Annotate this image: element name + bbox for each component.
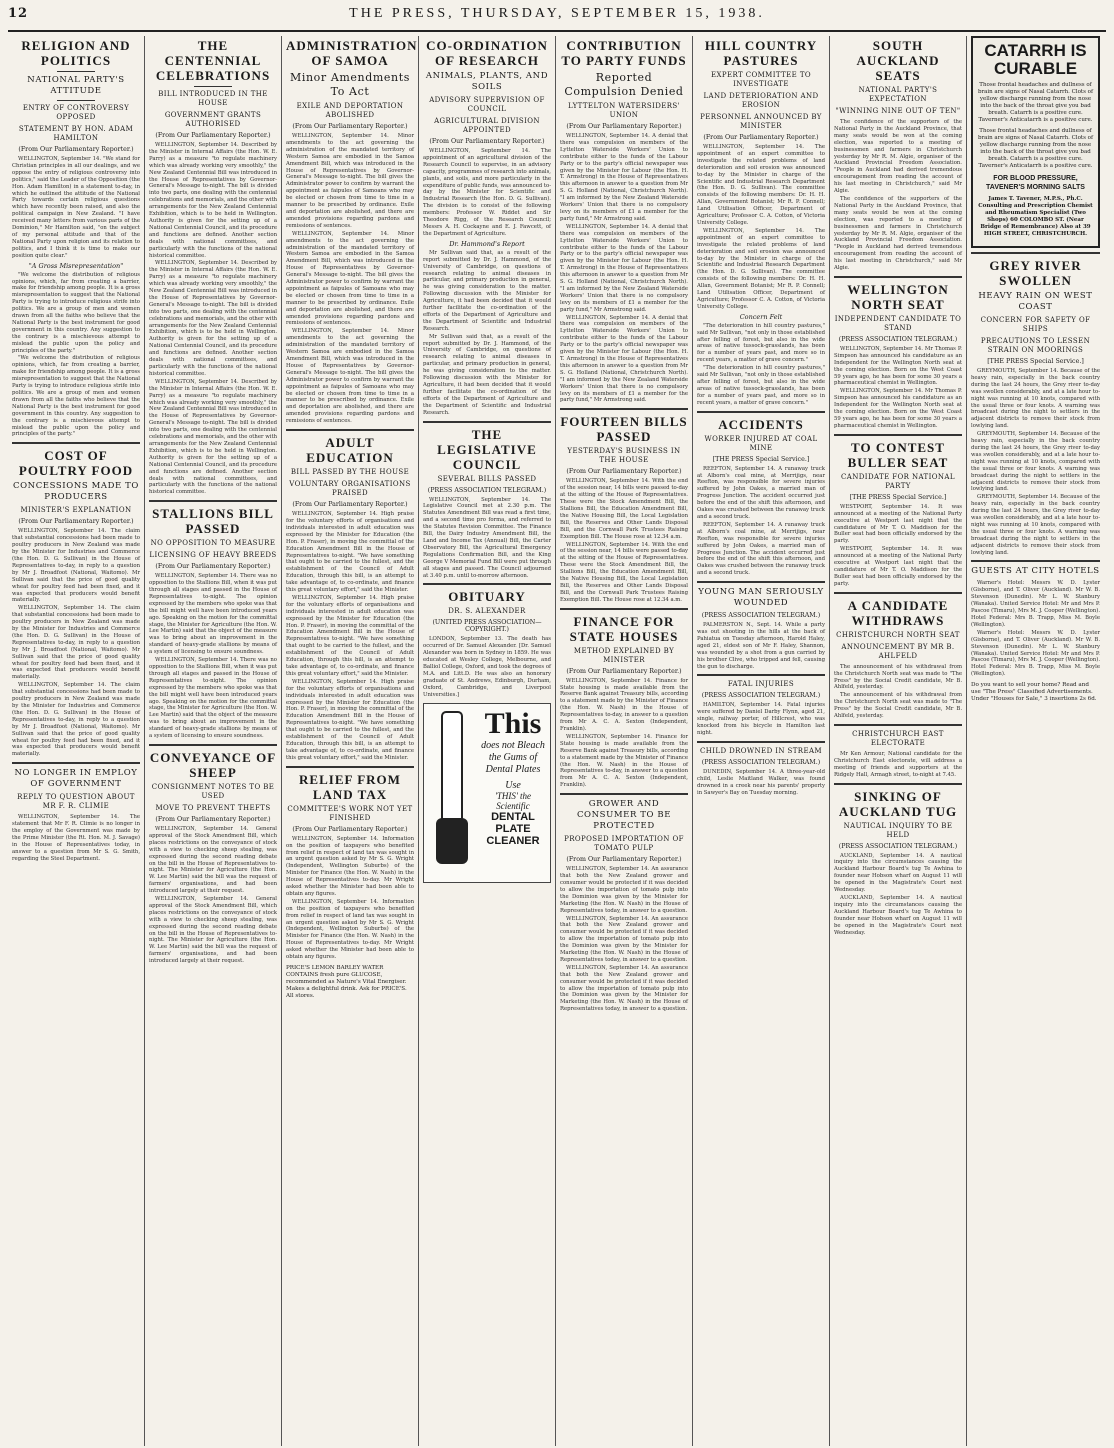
article-body: "We welcome the distribution of religious opinions, which, far from creating a barrier, make for friendship among people. It is a gross misrepresentation to suggest that the National Party is trying to introduce religious strife into politics. We are a group of men and women drawn from all the faiths who believe that the National Party is the best instrument for good government in this country. Any suggestion to the contrary is a mischievous attempt to mislead the public upon the policy and principles of the party." "We welcome the distribution of religious opinions, which, far from creating a barrier, make for friendship among people. It is a gross misrepresentation to suggest that the National Party is trying to introduce religious strife into politics. We are a group of men and women drawn from all the faiths who believe that the National Party is the best instrument for good government in this country. Any suggestion to the contrary is a mischievous attempt to mislead the public upon the policy and principles of the party." [12, 271, 140, 438]
masthead-title: THE PRESS, THURSDAY, SEPTEMBER 15, 1938. [349, 6, 765, 21]
article-deck: "WINNING NINE OUT OF TEN" [835, 107, 961, 115]
article-headline: ADMINISTRATION OF SAMOA [286, 38, 418, 68]
article-deck: LICENSING OF HEAVY BREEDS [149, 551, 277, 560]
divider [560, 608, 688, 610]
article-headline: FINANCE FOR STATE HOUSES [569, 613, 679, 644]
byline: [THE PRESS Special Service.] [849, 493, 947, 501]
ad-product-name: DENTAL PLATE CLEANER [486, 810, 540, 847]
article-deck: MINISTER'S EXPLANATION [20, 506, 132, 515]
article-deck: ANNOUNCEMENT BY MR B. AHLFELD [841, 642, 955, 660]
article-headline: THE LEGISLATIVE COUNCIL [437, 426, 537, 472]
article-subhead: PROPOSED IMPORTATION OF TOMATO PULP [564, 835, 684, 853]
article-headline: ACCIDENTS [718, 416, 804, 432]
article-subhead: BILL PASSED BY THE HOUSE [290, 468, 410, 477]
ad-signature: James T. Tavener, M.P.S., Ph.C. Consulting and Prescription Chemist and Rheumatism Specialist (Two Shops) 60 COLOMBO ST. (Near Bridge of Remembrance) Also at 39 HIGH STREET, CHRISTCHURCH. [978, 196, 1093, 237]
byline: (PRESS ASSOCIATION TELEGRAM.) [838, 842, 958, 850]
article-subhead: NATIONAL PARTY'S ATTITUDE [27, 75, 125, 96]
article-headline: A CANDIDATE WITHDRAWS [847, 597, 949, 628]
article-deck: VOLUNTARY ORGANISATIONS PRAISED [289, 480, 411, 498]
article-headline: GUESTS AT CITY HOTELS [971, 566, 1100, 577]
section-heading: "A Gross Misrepresentation" [28, 261, 124, 270]
article-deck: LYTTELTON WATERSIDERS' UNION [568, 102, 680, 119]
article-deck: MOVE TO PREVENT THEFTS [155, 803, 271, 812]
ad-use: Use [505, 779, 521, 791]
article-headline: GREY RIVER SWOLLEN [989, 258, 1082, 288]
article-headline: THE CENTENNIAL CELEBRATIONS [155, 38, 271, 83]
article-body: WELLINGTON, September 14. With the end of the session near, 14 bills were passed to-day at the sitting of the House of Representatives. These were the Stock Amendment Bill, the Stallions Bill, the Education Amendment Bill, the Native Housing Bill, the Local Legislation Bill, the Reserves and Other Lands Disposal Bill, and the Cornwall Park Trustees Raising Exemption Bill. The House rose at 12.34 a.m. WELLINGTON, September 14. With the end of the session near, 14 bills were passed to-day at the sitting of the House of Representatives. These were the Stock Amendment Bill, the Stallions Bill, the Education Amendment Bill, the Native Housing Bill, the Local Legislation Bill, the Reserves and Other Lands Disposal Bill, and the Cornwall Park Trustees Raising Exemption Bill. The House rose at 12.34 a.m. [560, 478, 688, 603]
article-subhead: EXPERT COMMITTEE TO INVESTIGATE [710, 71, 812, 88]
ad-product: FOR BLOOD PRESSURE, TAVENER'S MORNING SALTS [986, 175, 1085, 191]
byline: (From Our Parliamentary Reporter.) [566, 856, 682, 864]
divider [423, 583, 551, 585]
article-body: LONDON, September 13. The death has occurred of Dr. Samuel Alexander. [Dr. Samuel Alexander was born in Sydney in 1859. He was educated at Wesley College, Melbourne, and Balliol College, Oxford, and took the degrees of M.A. and Litt.D. He was also an honorary graduate of St. Andrews, Edinburgh, Durham, Oxford, Cambridge, and Liverpool Universities.] [423, 636, 551, 698]
article-subhead: CANDIDATE FOR NATIONAL PARTY [841, 472, 955, 490]
divider [149, 744, 277, 746]
article-body: WELLINGTON, September 14. Minor amendments to the act governing the administration of the mandated territory of Western Samoa are embodied in the Samoa Amendment Bill, which was introduced in the House of Representatives by Governor-General's Message to-night. The bill gives the Administrator power to confirm by warrant the appointment as faipules of Samoans who may be elected or chosen from time to time in a manner to be prescribed by ordinance. Exile and deportation are abolished, and there are amended provisions regarding pardons and remissions of sentences. WELLINGTON, September 14. Minor amendments to the act governing the administration of the mandated territory of Western Samoa are embodied in the Samoa Amendment Bill, which was introduced in the House of Representatives by Governor-General's Message to-night. The bill gives the Administrator power to confirm by warrant the appointment as faipules of Samoans who may be elected or chosen from time to time in a manner to be prescribed by ordinance. Exile and deportation are abolished, and there are amended provisions regarding pardons and remissions of sentences. WELLINGTON, September 14. Minor amendments to the act governing the administration of the mandated territory of Western Samoa are embodied in the Samoa Amendment Bill, which was introduced in the House of Representatives by Governor-General's Message to-night. The bill gives the Administrator power to confirm by warrant the appointment as faipules of Samoans who may be elected or chosen from time to time in a manner to be prescribed by ordinance. Exile and deportation are abolished, and there are amended provisions regarding pardons and remissions of sentences. [286, 133, 414, 425]
article-deck: CONCERN FOR SAFETY OF SHIPS [980, 316, 1091, 333]
ad-body: Those frontal headaches and dullness of brain are signs of Nasal Catarrh. Clots of yellow discharge running from the nose into the back of the throat give you bad breath. Catarrh is a positive cure. Taverner's Anticatarrh is a positive cure. [977, 82, 1094, 123]
divider [560, 793, 688, 795]
masthead [8, 6, 1106, 32]
article-subhead: NO OPPOSITION TO MEASURE [150, 539, 276, 548]
divider [12, 762, 140, 764]
byline: (From Our Parliamentary Reporter.) [292, 825, 408, 833]
divider [12, 442, 140, 444]
article-body: WELLINGTON, September 14. Finance for State housing is made available from the Reserve Bank against Treasury bills, according to a statement made by the Minister of Finance (the Hon. W. Nash) in the House of Representatives to-day, in answer to a question from Mr A. C. A. Sexton (Independent, Franklin). WELLINGTON, September 14. Finance for State housing is made available from the Reserve Bank against Treasury bills, according to a statement made by the Minister of Finance (the Hon. W. Nash) in the House of Representatives to-day, in answer to a question from Mr A. C. A. Sexton (Independent, Franklin). [560, 677, 689, 789]
article-subhead: Minor Amendments To Act [290, 71, 410, 98]
article-headline: CONVEYANCE OF SHEEP [149, 749, 277, 780]
article-headline: CHRISTCHURCH EAST ELECTORATE [852, 729, 944, 747]
divider [697, 674, 825, 676]
article-body: WESTPORT, September 14. It was announced at a meeting of the National Party executive at Westport last night that the candidature of Mr T. O. Maddison for the Buller seat had been officially endorsed by the party. WESTPORT, September 14. It was announced at a meeting of the National Party executive at Westport last night that the candidature of Mr T. O. Maddison for the Buller seat had been officially endorsed by the party. [834, 503, 962, 587]
divider [834, 434, 962, 436]
divider [286, 766, 414, 768]
article-body: HAMILTON, September 14. Fatal injuries were suffered by Daniel Darby Flynn, aged 21, single, railway porter, of Hillcrest, who was knocked from his bicycle in Hamilton last night. [697, 702, 825, 737]
article-deck: GOVERNMENT GRANTS AUTHORISED [164, 111, 262, 128]
article-subhead: CONCESSIONS MADE TO PRODUCERS [12, 481, 139, 503]
article-body: WELLINGTON, September 14. The appointment of an expert committee to investigate the related problems of land deterioration and soil erosion was announced to-day by the Minister in charge of the Scientific and Industrial Research Department (the Hon. D. G. Sullivan). The committee consists of the following members: Dr. H. H. Allan, Government Botanist; Mr R. P. Connell; Land Utilisation Officer, Department of Agriculture; Professor C. A. Cotton, of Victoria University College. WELLINGTON, September 14. The appointment of an expert committee to investigate the related problems of land deterioration and soil erosion was announced to-day by the Minister in charge of the Scientific and Industrial Research Department (the Hon. D. G. Sullivan). The committee consists of the following members: Dr. H. H. Allan, Government Botanist; Mr R. P. Connell; Land Utilisation Officer, Department of Agriculture; Professor C. A. Cotton, of Victoria University College. [697, 144, 825, 310]
article-headline: STALLIONS BILL PASSED [152, 506, 274, 537]
article-body: GREYMOUTH, September 14. Because of the heavy rain, especially in the back country during the last 24 hours, the Grey river to-day was swollen considerably, and at a late hour to-night was running at 10 knots, compared with the usual three or four knots. A warning was broadcast during the night to settlers in the adjacent districts to remove their stock from lowlying land. GREYMOUTH, September 14. Because of the heavy rain, especially in the back country during the last 24 hours, the Grey river to-day was swollen considerably, and at a late hour to-night was running at 10 knots, compared with the usual three or four knots. A warning was broadcast during the night to settlers in the adjacent districts to remove their stock from lowlying land. GREYMOUTH, September 14. Because of the heavy rain, especially in the back country during the last 24 hours, the Grey river to-day was swollen considerably, and at a late hour to-night was running at 10 knots, compared with the usual three or four knots. A warning was broadcast during the night to settlers in the adjacent districts to remove their stock from lowlying land. [971, 368, 1100, 556]
divider [57, 71, 95, 72]
byline: (PRESS ASSOCIATION TELEGRAM.) [838, 335, 958, 343]
article-body: WELLINGTON, September 14. The statement that Mr F. R. Climie is no longer in the employ of the Government was made by the Prime Minister (the Rt. Hon. M. J. Savage) in the House of Representatives today, in answer to a question from Mr S. G. Smith, regarding the Steel Department. [12, 814, 140, 862]
article-headline: WELLINGTON NORTH SEAT [847, 281, 949, 312]
article-body: DUNEDIN, September 14. A three-year-old child, Leslie Maitland Walker, was found drowned in a creek near his parents' property in Sawyer's Bay on Tuesday morning. [697, 769, 825, 796]
classified-notice: Do you want to sell your home? Read and use "The Press" Classified Advertisements. Under "Houses for Sale," 3 insertions 2s 6d. [971, 682, 1097, 703]
divider [834, 276, 962, 278]
column-1 [8, 36, 145, 1446]
byline: [THE PRESS Special Service.] [712, 455, 810, 463]
ad-product: 'THIS' the Scientific [494, 790, 532, 811]
article-deck: EXILE AND DEPORTATION ABOLISHED [296, 102, 404, 119]
divider [834, 592, 962, 594]
byline: (From Our Parliamentary Reporter.) [18, 146, 134, 153]
byline: (PRESS ASSOCIATION TELEGRAM.) [427, 486, 547, 494]
ad-body: Those frontal headaches and dullness of brain are signs of Nasal Catarrh. Clots of yellow discharge running from the nose into the back of the throat give you bad breath. Catarrh is a positive cure. Taverner's Anticatarrh is a positive cure. [977, 128, 1094, 169]
article-subhead: YESTERDAY'S BUSINESS IN THE HOUSE [567, 447, 681, 465]
byline: (From Our Parliamentary Reporter.) [703, 134, 819, 141]
divider [834, 783, 962, 785]
column-5 [556, 36, 693, 1446]
article-subhead: CONSIGNMENT NOTES TO BE USED [151, 782, 275, 800]
article-body: AUCKLAND, September 14. A nautical inquiry into the circumstances causing the Auckland Harbour Board's tug Te Awhina to founder near Hobson wharf on August 11 will be opened in the Magistrate's Court next Wednesday. AUCKLAND, September 14. A nautical inquiry into the circumstances causing the Auckland Harbour Board's tug Te Awhina to founder near Hobson wharf on August 11 will be opened in the Magistrate's Court next Wednesday. [834, 852, 962, 936]
page-number: 12 [8, 6, 29, 21]
byline: (From Our Parliamentary Reporter.) [292, 123, 408, 130]
article-headline: CO-ORDINATION OF RESEARCH [426, 38, 548, 68]
byline: (From Our Parliamentary Reporter.) [566, 468, 682, 476]
columns [8, 36, 1106, 1446]
article-subhead: CHRISTCHURCH NORTH SEAT [836, 630, 960, 639]
divider [971, 252, 1100, 254]
divider [971, 560, 1100, 562]
byline: (From Our Parliamentary Reporter.) [155, 563, 271, 571]
column-2 [145, 36, 282, 1446]
article-body: WELLINGTON, September 14. Information on the position of taxpayers who benefited from relief in respect of land tax was sought in an urgent question asked by Mr S. G. Wright (Independent, Wellington Suburbs) of the Minister for Finance (the Hon. W. Nash) in the House of Representatives to-day. Mr Wright asked whether the Minister had been able to obtain any figures. WELLINGTON, September 14. Information on the position of taxpayers who benefited from relief in respect of land tax was sought in an urgent question asked by Mr S. G. Wright (Independent, Wellington Suburbs) of the Minister for Finance (the Hon. W. Nash) in the House of Representatives to-day. Mr Wright asked whether the Minister had been able to obtain any figures. [286, 835, 414, 961]
article-body: WELLINGTON, September 14. General approval of the Stock Amendment Bill, which places restrictions on the conveyance of stock with a view to checking sheep stealing, was expressed during the second reading debate on the bill in the House of Representatives to-night. The Minister for Agriculture (the Hon. W. Lee Martin) said the bill was the request of farmers' organisations, and had been introduced largely at their request. WELLINGTON, September 14. General approval of the Stock Amendment Bill, which places restrictions on the conveyance of stock with a view to checking sheep stealing, was expressed during the second reading debate on the bill in the House of Representatives to-night. The Minister for Agriculture (the Hon. W. Lee Martin) said the bill was the request of farmers' organisations, and had been introduced largely at their request. [149, 825, 277, 965]
column-4 [419, 36, 556, 1446]
byline: (PRESS ASSOCIATION TELEGRAM.) [701, 759, 821, 766]
article-body: WELLINGTON, September 14. Mr Thomas P. Simpson has announced his candidature as an Independent for the Wellington North seat at the coming election. Born on the West Coast 59 years ago, he has been for some 30 years a pharmaceutical chemist in Wellington. WELLINGTON, September 14. Mr Thomas P. Simpson has announced his candidature as an Independent for the Wellington North seat at the coming election. Born on the West Coast 59 years ago, he has been for some 30 years a pharmaceutical chemist in Wellington. [834, 345, 962, 429]
byline: (UNITED PRESS ASSOCIATION—COPYRIGHT.) [432, 619, 542, 634]
article-body: Warner's Hotel: Messrs W. D. Lyster (Gisborne), and T. Oliver (Auckland). Mr W. B. Stevenson (Dunedin). Mr L. W. Stanbury (Wanaka). United Service Hotel: Mr and Mrs P. Pascoe (Timaru), Mrs M. J. Cooper (Wellington). Hotel Federal: Mrs B. Trapp, Miss M. Boyle (Wellington). Warner's Hotel: Messrs W. D. Lyster (Gisborne), and T. Oliver (Auckland). Mr W. B. Stevenson (Dunedin). Mr L. W. Stanbury (Wanaka). United Service Hotel: Mr and Mrs P. Pascoe (Timaru), Mrs M. J. Cooper (Wellington). Hotel Federal: Mrs B. Trapp, Miss M. Boyle (Wellington). [971, 580, 1101, 678]
ad-brand: This [484, 706, 542, 740]
divider [697, 411, 825, 413]
article-body: The announcement of his withdrawal from the Christchurch North seat was made to "The Press" by the Social Credit candidate, Mr B. Ahlfeld, yesterday. The announcement of his withdrawal from the Christchurch North seat was made to "The Press" by the Social Credit candidate, Mr B. Ahlfeld, yesterday. [834, 663, 962, 720]
divider [149, 500, 277, 502]
article-body: WELLINGTON, September 14. Described by the Minister in Internal Affairs (the Hon. W. E. Parry) as a measure "to regulate machinery which was already working very smoothly," the New Zealand Centennial Bill was introduced in the House of Representatives by Governor-General's Message to-night. The bill is divided into two parts, one dealing with the centennial celebrations and memorials, and the other with arrangements for the New Zealand Centennial Exhibition, which is to be held in Wellington. Authority is given for the setting up of a National Centennial Council, and its procedure and functions are defined. Another section deals with national committees, and particularly with the functions of the national historical committee. WELLINGTON, September 14. Described by the Minister in Internal Affairs (the Hon. W. E. Parry) as a measure "to regulate machinery which was already working very smoothly," the New Zealand Centennial Bill was introduced in the House of Representatives by Governor-General's Message to-night. The bill is divided into two parts, one dealing with the centennial celebrations and memorials, and the other with arrangements for the New Zealand Centennial Exhibition, which is to be held in Wellington. Authority is given for the setting up of a National Centennial Council, and its procedure and functions are defined. Another section deals with national committees, and particularly with the functions of the national historical committee. WELLINGTON, September 14. Described by the Minister in Internal Affairs (the Hon. W. E. Parry) as a measure "to regulate machinery which was already working very smoothly," the New Zealand Centennial Bill was introduced in the House of Representatives by Governor-General's Message to-night. The bill is divided into two parts, one dealing with the centennial celebrations and memorials, and the other with arrangements for the New Zealand Centennial Exhibition, which is to be held in Wellington. Authority is given for the setting up of a National Centennial Council, and its procedure and functions are defined. Another section deals with national committees, and particularly with the functions of the national historical committee. [149, 142, 277, 496]
toothbrush-illustration [428, 708, 476, 878]
article-body: WELLINGTON, September 14. The appointment of an agricultural division of the Research Council to supervise, in an advisory capacity, programmes of research into animals, plants, and soils, and more particularly in the expenditure of public funds, was announced to-day by the Minister for Scientific and Industrial Research (the Hon. D. G. Sullivan). The division is to consist of the following members: Professor W. Riddet and Sir Theodore Rigg, of the Research Council; Messrs A. H. Cockayne and E. J. Fawcett, of the Department of Agriculture. [423, 148, 551, 237]
article-body: The confidence of the supporters of the National Party in the Auckland Province, that many seats would be won at the coming election, was reported to a meeting of businessmen and farmers in Christchurch yesterday by Mr R. M. Algie, organiser of the Auckland Provincial Freedom Association. "People in Auckland had derived tremendous encouragement from reading the account of his last meeting in Christchurch," said Mr Algie. The confidence of the supporters of the National Party in the Auckland Province, that many seats would be won at the coming election, was reported to a meeting of businessmen and farmers in Christchurch yesterday by Mr R. M. Algie, organiser of the Auckland Provincial Freedom Association. "People in Auckland had derived tremendous encouragement from reading the account of his last meeting in Christchurch," said Mr Algie. [834, 119, 962, 272]
divider [423, 421, 551, 423]
article-deck: AGRICULTURAL DIVISION APPOINTED [434, 117, 540, 134]
article-headline: SOUTH AUCKLAND SEATS [856, 38, 940, 83]
article-body: Mr Ken Armour, National candidate for the Christchurch East electorate, will address a meeting of friends and supporters at the Ridgely Hall, Armagh street, to-night at 7.45. [834, 750, 962, 778]
article-body: WELLINGTON, September 14. The claim that substantial concessions had been made to poultry producers in New Zealand was made by the Minister for Industries and Commerce (the Hon. D. G. Sullivan) in the House of Representatives to-day, in reply to a question by Mr J. Broadfoot (National, Waitomo). Mr Sullivan said that the price of good quality wheat for poultry feed had been fixed, and it was expected that producers would benefit materially. WELLINGTON, September 14. The claim that substantial concessions had been made to poultry producers in New Zealand was made by the Minister for Industries and Commerce (the Hon. D. G. Sullivan) in the House of Representatives to-day, in reply to a question by Mr J. Broadfoot (National, Waitomo). Mr Sullivan said that the price of good quality wheat for poultry feed had been fixed, and it was expected that producers would benefit materially. WELLINGTON, September 14. The claim that substantial concessions had been made to poultry producers in New Zealand was made by the Minister for Industries and Commerce (the Hon. D. G. Sullivan) in the House of Representatives to-day, in reply to a question by Mr J. Broadfoot (National, Waitomo). Mr Sullivan said that the price of good quality wheat for poultry feed had been fixed, and it was expected that producers would benefit materially. [12, 528, 140, 758]
column-3 [282, 36, 419, 1446]
article-headline: YOUNG MAN SERIOUSLY WOUNDED [698, 587, 824, 609]
byline: (PRESS ASSOCIATION TELEGRAM.) [701, 612, 821, 620]
ad-copy [480, 708, 546, 878]
byline: (PRESS ASSOCIATION TELEGRAM.) [701, 692, 821, 700]
divider [57, 100, 95, 101]
article-deck: REPLY TO QUESTION ABOUT MR F. R. CLIMIE [17, 793, 135, 811]
article-deck: LAND DETERIORATION AND EROSION [703, 92, 819, 109]
article-headline: SINKING OF AUCKLAND TUG [838, 788, 958, 819]
article-headline: GROWER AND CONSUMER TO BE PROTECTED [576, 799, 672, 832]
article-headline: ADULT EDUCATION [306, 435, 394, 466]
article-headline: FATAL INJURIES [727, 680, 795, 689]
divider [834, 724, 962, 726]
section-heading: Concern Felt [739, 312, 783, 321]
article-headline: FOURTEEN BILLS PASSED [560, 414, 688, 445]
divider [286, 429, 414, 431]
article-headline: NO LONGER IN EMPLOY OF GOVERNMENT [14, 768, 138, 790]
divider [697, 741, 825, 743]
article-body: WELLINGTON, September 14. "We stand for Christian principles in all our dealings, and we oppose the entry of religious controversy into politics," said the Leader of the Opposition (the Hon. Adam Hamilton) in a statement to-day, in which he outlined the attitude of the National Party towards certain religious questions which have recently been raised, and also the political campaign in New Zealand. "I have received many letters from various parts of the Dominion," Mr Hamilton said, "on the subject of my personal attitude and that of the National Party upon religion and its relation to politics, and I think it is time to make our position quite clear." [12, 156, 140, 259]
article-subhead: NATIONAL PARTY'S EXPECTATION [858, 86, 938, 103]
byline: (From Our Parliamentary Reporter.) [18, 518, 134, 526]
byline: (From Our Parliamentary Reporter.) [155, 815, 271, 823]
article-body: WELLINGTON, September 14. High praise for the voluntary efforts of organisations and individuals interested in adult education was expressed by the Minister for Education (the Hon. P. Fraser), in moving the committal of the Education Amendment Bill in the House of Representatives to-night. "We have something that ought to be carried to the fullest, and the establishment of the Council of Adult Education, through this bill, is an attempt to take advantage of, to co-ordinate, and finance this great voluntary effort," said the Minister. WELLINGTON, September 14. High praise for the voluntary efforts of organisations and individuals interested in adult education was expressed by the Minister for Education (the Hon. P. Fraser), in moving the committal of the Education Amendment Bill in the House of Representatives to-night. "We have something that ought to be carried to the fullest, and the establishment of the Council of Adult Education, through this bill, is an attempt to take advantage of, to co-ordinate, and finance this great voluntary effort," said the Minister. WELLINGTON, September 14. High praise for the voluntary efforts of organisations and individuals interested in adult education was expressed by the Minister for Education (the Hon. P. Fraser), in moving the committal of the Education Amendment Bill in the House of Representatives to-night. "We have something that ought to be carried to the fullest, and the establishment of the Council of Adult Education, through this bill, is an attempt to take advantage of, to co-ordinate, and finance this great voluntary effort," said the Minister. [286, 511, 414, 761]
article-headline: TO CONTEST BULLER SEAT [847, 439, 949, 470]
byline: (From Our Parliamentary Reporter.) [566, 123, 682, 130]
byline: (From Our Parliamentary Reporter.) [292, 501, 408, 509]
article-subhead: Reported Compulsion Denied [564, 71, 684, 98]
article-subhead: BILL INTRODUCED IN THE HOUSE [158, 90, 268, 107]
article-subhead: INDEPENDENT CANDIDATE TO STAND [834, 314, 962, 332]
ad-headline: CATARRH IS CURABLE [984, 41, 1087, 78]
article-headline: RELIGION AND POLITICS [21, 38, 131, 68]
small-advertisement: PRICE'S LEMON BARLEY WATER CONTAINS fresh pure GLUCOSE, recommended as Nature's Vital Energiser. Makes a delightful drink. Ask for PRICE'S. All stores. [286, 965, 407, 999]
article-headline: CHILD DROWNED IN STREAM [700, 747, 822, 755]
article-subhead: HEAVY RAIN ON WEST COAST [978, 291, 1093, 312]
article-deck: PRECAUTIONS TO LESSEN STRAIN ON MOORINGS [980, 337, 1091, 354]
divider [697, 581, 825, 583]
article-subhead: SEVERAL BILLS PASSED [437, 474, 537, 483]
article-subhead: ANIMALS, PLANTS, AND SOILS [425, 71, 549, 92]
article-deck: ENTRY OF CONTROVERSY OPPOSED [22, 104, 130, 121]
section-heading: Dr. Hammond's Report [449, 239, 525, 248]
article-deck: ADVISORY SUPERVISION OF COUNCIL [429, 96, 545, 113]
byline: [THE PRESS Special Service.] [987, 358, 1084, 365]
byline: (From Our Parliamentary Reporter.) [429, 138, 545, 145]
byline: (From Our Parliamentary Reporter.) [155, 132, 271, 139]
article-headline: COST OF POULTRY FOOD [18, 448, 134, 479]
article-subhead: WORKER INJURED AT COAL MINE [704, 434, 818, 452]
divider [194, 86, 232, 87]
article-body: REEFTON, September 14. A runaway truck at Alborn's coal mine, at Merrijigs, near Reefton, was responsible for severe injuries suffered by John Oakes, a married man of Progress Junction. The accident occurred just before the end of the shift this afternoon, and Oakes was crushed between the runaway truck and a second truck. REEFTON, September 14. A runaway truck at Alborn's coal mine, at Merrijigs, near Reefton, was responsible for severe injuries suffered by John Oakes, a married man of Progress Junction. The accident occurred just before the end of the shift this afternoon, and Oakes was crushed between the runaway truck and a second truck. [697, 465, 825, 577]
article-subhead: METHOD EXPLAINED BY MINISTER [573, 646, 675, 664]
article-body: "The deterioration in hill country pastures," said Mr Sullivan, "not only in those established after felling of forest, but also in the wide areas of native tussock-grasslands, has been for a number of years past, and more so in recent years, a matter of grave concern." "The deterioration in hill country pastures," said Mr Sullivan, "not only in those established after felling of forest, but also in the wide areas of native tussock-grasslands, has been for a number of years past, and more so in recent years, a matter of grave concern." [697, 322, 825, 406]
article-body: PALMERSTON N., Sept. 14. While a party was out shooting in the hills at the back of Pahiatua on Tuesday afternoon, Harold Haley, aged 21, eldest son of Mr F. Haley, Shannon, was wounded by a shot from a gun carried by his brother Clive, who tripped and fell, causing the gun to discharge. [697, 622, 825, 670]
article-body: WELLINGTON, September 14. The Legislative Council met at 2.30 p.m. The Statutes Amendment Bill was read a first time, and a second time pro forma, and referred to the Statutes Revision Committee. The Finance Bill, the Dairy Industry Amendment Bill, the Land and Income Tax (Annual) Bill, the Carter Observatory Bill, the Agricultural Emergency Regulations Confirmation Bill, and the King George V Memorial Fund Bill were put through all stages and passed. The Council adjourned at 3.40 p.m. until to-morrow afternoon. [423, 496, 551, 579]
article-body: WELLINGTON, September 14. There was no opposition to the Stallions Bill, when it was put through all stages and passed in the House of Representatives to-night. The opinion expressed by the members who spoke was that the bill might well have been introduced years ago. Speaking on the motion for the committal stage, the Minister for Agriculture (the Hon. W. Lee Martin) said that the object of the measure was to bring about an improvement in the standard of heavy-grade stallions by means of a system of licensing to ensure soundness. WELLINGTON, September 14. There was no opposition to the Stallions Bill, when it was put through all stages and passed in the House of Representatives to-night. The opinion expressed by the members who spoke was that the bill might well have been introduced years ago. Speaking on the motion for the committal stage, the Minister for Agriculture (the Hon. W. Lee Martin) said that the object of the measure was to bring about an improvement in the standard of heavy-grade stallions by means of a system of licensing to ensure soundness. [149, 573, 277, 740]
article-deck: STATEMENT BY HON. ADAM HAMILTON [18, 125, 134, 142]
divider [560, 408, 688, 410]
article-headline: RELIEF FROM LAND TAX [299, 771, 401, 802]
article-headline: OBITUARY [448, 589, 526, 605]
byline: (From Our Parliamentary Reporter.) [566, 667, 682, 675]
article-deck: PERSONNEL ANNOUNCED BY MINISTER [700, 113, 822, 130]
article-headline: CONTRIBUTION TO PARTY FUNDS [561, 38, 687, 68]
column-8 [967, 36, 1104, 1446]
catarrh-advertisement [971, 36, 1100, 248]
article-headline: HILL COUNTRY PASTURES [704, 38, 818, 68]
article-body: Mr Sullivan said that, as a result of the report submitted by Dr. J. Hammond, of the University of Cambridge, on questions of research relating to animal diseases in particular, and primary production in general, he was giving consideration to the matter. Following discussion with the Minister for Agriculture, it had been decided that it would further facilitate the co-ordination of the efforts of the Department of Agriculture and the Department of Scientific and Industrial Research. Mr Sullivan said that, as a result of the report submitted by Dr. J. Hammond, of the University of Cambridge, on questions of research relating to animal diseases in particular, and primary production in general, he was giving consideration to the matter. Following discussion with the Minister for Agriculture, it had been decided that it would further facilitate the co-ordination of the efforts of the Department of Agriculture and the Department of Scientific and Industrial Research. [423, 249, 551, 416]
article-subhead: COMMITTEE'S WORK NOT YET FINISHED [287, 804, 413, 822]
article-subhead: NAUTICAL INQUIRY TO BE HELD [843, 821, 953, 839]
article-body: WELLINGTON, September 14. A denial that there was compulsion on members of the Lyttelton Waterside Workers' Union to contribute either to the funds of the Labour Party or to the party's official newspaper was given by the Minister for Labour (the Hon. H. T. Armstrong) in the House of Representatives this afternoon in answer to a question from Mr S. G. Holland (National, Christchurch North). "I am informed by the New Zealand Waterside Workers' Union that there is no compulsory levy on its members of £1 a member for the party fund," Mr Armstrong said. WELLINGTON, September 14. A denial that there was compulsion on members of the Lyttelton Waterside Workers' Union to contribute either to the funds of the Labour Party or to the party's official newspaper was given by the Minister for Labour (the Hon. H. T. Armstrong) in the House of Representatives this afternoon in answer to a question from Mr S. G. Holland (National, Christchurch North). "I am informed by the New Zealand Waterside Workers' Union that there is no compulsory levy on its members of £1 a member for the party fund," Mr Armstrong said. WELLINGTON, September 14. A denial that there was compulsion on members of the Lyttelton Waterside Workers' Union to contribute either to the funds of the Labour Party or to the party's official newspaper was given by the Minister for Labour (the Hon. H. T. Armstrong) in the House of Representatives this afternoon in answer to a question from Mr S. G. Holland (National, Christchurch North). "I am informed by the New Zealand Waterside Workers' Union that there is no compulsory levy on its members of £1 a member for the party fund," Mr Armstrong said. [560, 133, 688, 404]
column-6 [693, 36, 830, 1446]
article-subhead: DR. S. ALEXANDER [448, 607, 526, 616]
dental-cleaner-advertisement [423, 703, 551, 883]
column-7 [830, 36, 967, 1446]
ad-claim: does not Bleach the Gums of Dental Plates [481, 739, 545, 775]
article-body: WELLINGTON, September 14. An assurance that both the New Zealand grower and consumer would be protected if it was decided to allow the importation of tomato pulp into the Dominion was given by the Minister for Marketing (the Hon. W. Nash) in the House of Representatives today, in answer to a question. WELLINGTON, September 14. An assurance that both the New Zealand grower and consumer would be protected if it was decided to allow the importation of tomato pulp into the Dominion was given by the Minister for Marketing (the Hon. W. Nash) in the House of Representatives today, in answer to a question. WELLINGTON, September 14. An assurance that both the New Zealand grower and consumer would be protected if it was decided to allow the importation of tomato pulp into the Dominion was given by the Minister for Marketing (the Hon. W. Nash) in the House of Representatives today, in answer to a question. [560, 866, 688, 1013]
